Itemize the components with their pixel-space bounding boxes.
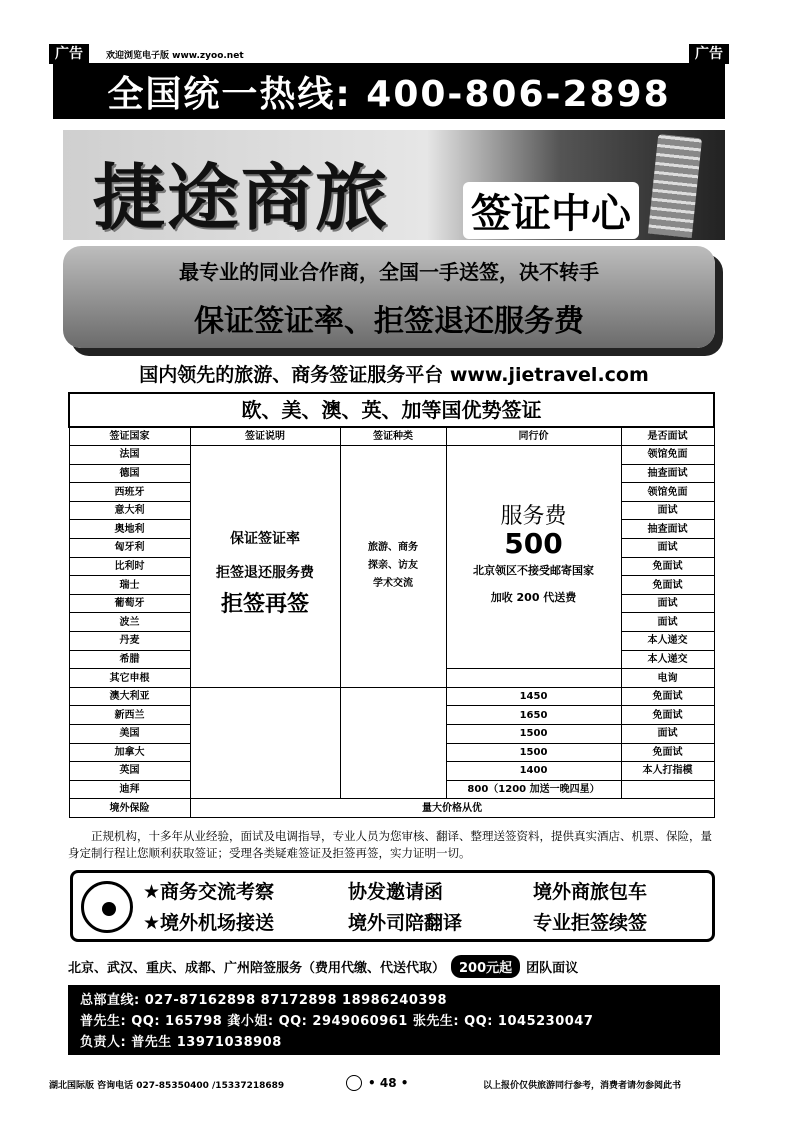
contact-line3: 负责人: 普先生 13971038908 (80, 1035, 282, 1050)
service-item: 专业拒签续签 (533, 912, 648, 934)
interview-cell: 面试 (621, 725, 714, 744)
interview-cell (621, 780, 714, 799)
price-cell: 800（1200 加送一晚四星） (446, 780, 621, 799)
visa-type: 探亲、访友 (368, 560, 418, 572)
footer-left: 湖北国际版 咨询电话 027-85350400 /15337218689 (49, 1081, 285, 1091)
interview-cell: 免面试 (621, 706, 714, 725)
interview-cell: 面试 (621, 613, 714, 632)
brand-subtitle: 签证中心 (463, 182, 639, 239)
leaning-tower-image (648, 134, 702, 238)
interview-cell: 面试 (621, 594, 714, 613)
table-header-cell: 签证种类 (340, 427, 446, 446)
table-header-cell: 是否面试 (621, 427, 714, 446)
page-emblem-icon (346, 1075, 362, 1091)
country-cell: 迪拜 (69, 780, 190, 799)
country-cell: 西班牙 (69, 483, 190, 502)
ad-tag-left: 广告 (49, 44, 89, 64)
beijing-note: 北京领区不接受邮寄国家 (473, 564, 594, 578)
service-item: 协发邀请函 (348, 881, 444, 903)
country-cell: 葡萄牙 (69, 594, 190, 613)
country-cell: 英国 (69, 762, 190, 781)
interview-cell: 抽查面试 (621, 464, 714, 483)
service-item: 境外司陪翻译 (348, 912, 463, 934)
service-item: ★商务交流考察 (143, 881, 275, 903)
note-cell (190, 446, 340, 688)
slogan-box (63, 246, 715, 348)
note1: 保证签证率 (230, 530, 300, 547)
services-box (70, 870, 715, 942)
interview-cell: 免面试 (621, 557, 714, 576)
ad-tag-right: 广告 (689, 44, 729, 64)
visa-type: 学术交流 (373, 578, 413, 590)
price-cell: 1450 (446, 687, 621, 706)
service-item: ★境外机场接送 (143, 912, 275, 934)
visa-table (68, 392, 715, 818)
price-cell: 1400 (446, 762, 621, 781)
table-header-cell: 签证说明 (190, 427, 340, 446)
cities-tail: 团队面议 (526, 961, 579, 976)
country-cell: 美国 (69, 725, 190, 744)
visa-type-cell (340, 446, 446, 688)
insurance-label: 境外保险 (69, 799, 190, 818)
price-cell: 1500 (446, 743, 621, 762)
platform-line: 国内领先的旅游、商务签证服务平台 www.jietravel.com (139, 364, 649, 386)
footer-right: 以上报价仅供旅游同行参考，消费者请勿参阅此书 (483, 1081, 682, 1091)
country-cell: 波兰 (69, 613, 190, 632)
table-row (69, 446, 714, 465)
contact-box (68, 985, 720, 1055)
interview-cell: 免面试 (621, 743, 714, 762)
country-cell: 匈牙利 (69, 539, 190, 558)
price-cell: 1650 (446, 706, 621, 725)
country-cell: 新西兰 (69, 706, 190, 725)
visa-type: 旅游、商务 (368, 542, 418, 554)
interview-cell: 免面试 (621, 576, 714, 595)
contact-line2: 普先生: QQ: 165798 龚小姐: QQ: 2949060961 张先生: QQ: 1045230047 (80, 1014, 594, 1029)
interview-cell: 面试 (621, 539, 714, 558)
company-logo-icon (81, 881, 133, 933)
country-cell: 加拿大 (69, 743, 190, 762)
country-cell: 希腊 (69, 650, 190, 669)
country-cell: 瑞士 (69, 576, 190, 595)
browse-url: 欢迎浏览电子版 www.zyoo.net (106, 51, 244, 61)
table-header-cell: 签证国家 (69, 427, 190, 446)
interview-cell: 面试 (621, 501, 714, 520)
slogan-line1: 最专业的同业合作商，全国一手送签，决不转手 (179, 260, 599, 284)
country-cell: 意大利 (69, 501, 190, 520)
interview-cell: 本人打指模 (621, 762, 714, 781)
country-cell: 澳大利亚 (69, 687, 190, 706)
contact-line1: 总部直线: 027-87162898 87172898 18986240398 (80, 993, 448, 1008)
note3: 拒签再签 (220, 591, 309, 617)
interview-cell: 抽查面试 (621, 520, 714, 539)
price-cell (446, 669, 621, 688)
table-header-cell: 同行价 (446, 427, 621, 446)
country-cell: 其它申根 (69, 669, 190, 688)
country-cell: 法国 (69, 446, 190, 465)
interview-cell: 本人递交 (621, 650, 714, 669)
insurance-value: 量大价格从优 (190, 799, 714, 818)
cities-text: 北京、武汉、重庆、成都、广州陪签服务（费用代缴、代送代取） (68, 961, 446, 976)
slogan-line2: 保证签证率、拒签退还服务费 (194, 304, 584, 339)
interview-cell: 本人递交 (621, 632, 714, 651)
table-caption: 欧、美、澳、英、加等国优势签证 (69, 393, 714, 427)
hotline-banner: 全国统一热线: 400-806-2898 (53, 63, 725, 119)
table-row (69, 687, 714, 706)
cities-line (68, 955, 728, 978)
interview-cell: 免面试 (621, 687, 714, 706)
price-cell: 1500 (446, 725, 621, 744)
extra-fee: 加收 200 代送费 (490, 591, 577, 605)
country-cell: 比利时 (69, 557, 190, 576)
note-cell-empty (190, 687, 340, 799)
interview-cell: 领馆免面 (621, 483, 714, 502)
brand-banner (63, 130, 725, 240)
table-row (69, 799, 714, 818)
description-paragraph: 正规机构，十多年从业经验，面试及电调指导，专业人员为您审核、翻译、整理送签资料，提供真实酒店、机票、保险，量身定制行程让您顺利获取签证；受理各类疑难签证及拒签再签，实力证明一切。 (68, 829, 712, 860)
country-cell: 奥地利 (69, 520, 190, 539)
country-cell: 德国 (69, 464, 190, 483)
page-number: • 48 • (368, 1076, 409, 1090)
service-fee-value: 500 (504, 527, 563, 561)
service-fee-label: 服务费 (500, 504, 567, 530)
note2: 拒签退还服务费 (216, 564, 314, 581)
service-item: 境外商旅包车 (533, 881, 648, 903)
country-cell: 丹麦 (69, 632, 190, 651)
price-badge: 200元起 (451, 955, 520, 978)
interview-cell: 电询 (621, 669, 714, 688)
interview-cell: 领馆免面 (621, 446, 714, 465)
visa-type-empty (340, 687, 446, 799)
brand-title: 捷途商旅 (93, 155, 390, 240)
price-cell-schengen (446, 446, 621, 669)
